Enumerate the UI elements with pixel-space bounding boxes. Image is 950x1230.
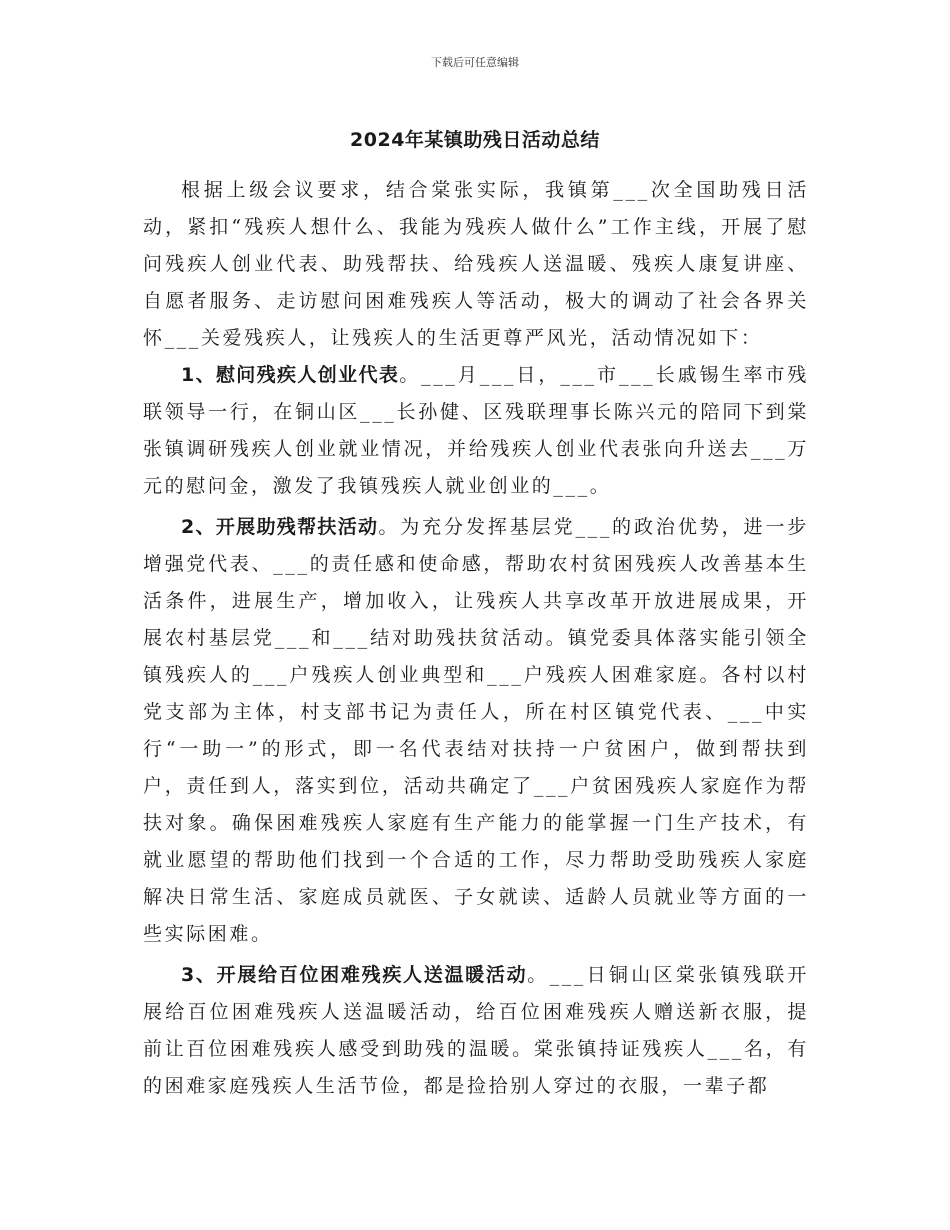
section-2-paragraph	[143, 509, 809, 953]
intro-paragraph	[143, 172, 809, 357]
section-2-heading: 2、开展助残帮扶活动	[181, 516, 379, 538]
section-3-heading: 3、开展给百位困难残疾人送温暖活动	[181, 964, 528, 986]
paragraph-text: 。___日铜山区棠张镇残联开展给百位困难残疾人送温暖活动，给百位困难残疾人赠送新衣服，提前让百位困难残疾人感受到助残的温暖。棠张镇持证残疾人___名，有的困难家庭残疾人生活节俭，都是捡拾别人穿过的衣服，一辈子都	[143, 964, 809, 1097]
section-3-paragraph	[143, 957, 809, 1105]
paragraph-text: 。___月___日，___市___长戚锡生率市残联领导一行，在铜山区___长孙健、区残联理事长陈兴元的陪同下到棠张镇调研残疾人创业就业情况，并给残疾人创业代表张向升送去___万元的慰问金，激发了我镇残疾人就业创业的___。	[143, 364, 809, 497]
paragraph-text: 。为充分发挥基层党___的政治优势，进一步增强党代表、___的责任感和使命感，帮助农村贫困残疾人改善基本生活条件，进展生产，增加收入，让残疾人共享改革开放进展成果，开展农村基层党___和___结对助残扶贫活动。镇党委具体落实能引领全镇残疾人的___户残疾人创业典型和___户残疾人困难家庭。各村以村党支部为主体，村支部书记为责任人，所在村区镇党代表、___中实行“一助一”的形式，即一名代表结对扶持一户贫困户，做到帮扶到户，责任到人，落实到位，活动共确定了___户贫困残疾人家庭作为帮扶对象。确保困难残疾人家庭有生产能力的能掌握一门生产技术，有就业愿望的帮助他们找到一个合适的工作，尽力帮助受助残疾人家庭解决日常生活、家庭成员就医、子女就读、适龄人员就业等方面的一些实际困难。	[143, 516, 809, 945]
document-title: 2024年某镇助残日活动总结	[350, 129, 600, 151]
document-body	[143, 172, 809, 1109]
paragraph-text: 根据上级会议要求，结合棠张实际，我镇第___次全国助残日活动，紧扣“残疾人想什么、我能为残疾人做什么”工作主线，开展了慰问残疾人创业代表、助残帮扶、给残疾人送温暖、残疾人康复讲座、自愿者服务、走访慰问困难残疾人等活动，极大的调动了社会各界关怀___关爱残疾人，让残疾人的生活更尊严风光，活动情况如下：	[143, 179, 809, 349]
section-1-heading: 1、慰问残疾人创业代表	[181, 364, 400, 386]
section-1-paragraph	[143, 357, 809, 505]
page-header-note: 下载后可任意编辑	[431, 56, 519, 69]
